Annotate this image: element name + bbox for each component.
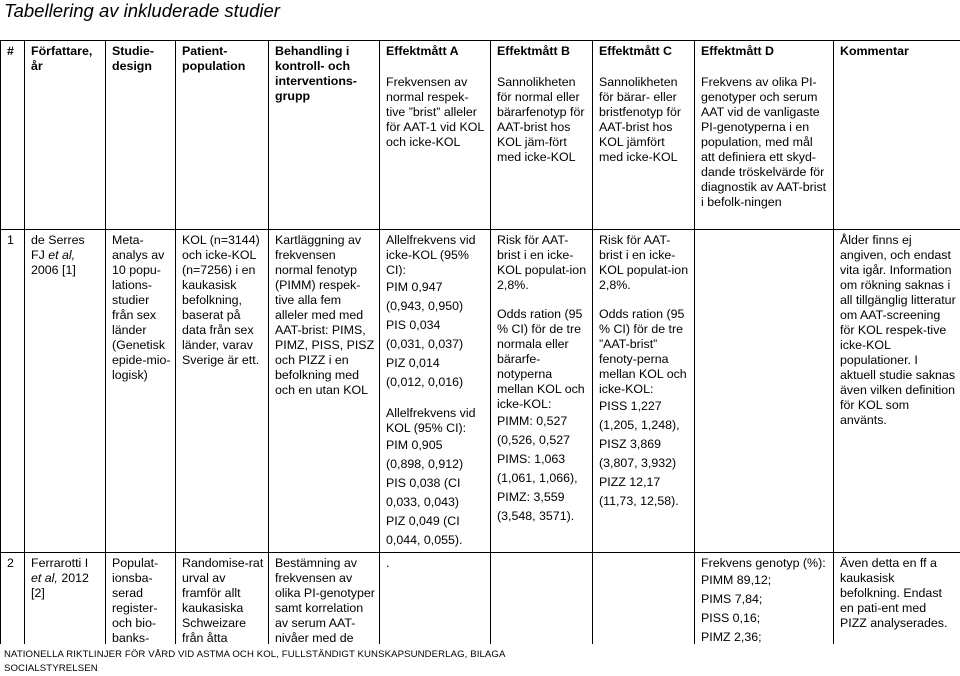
row2-treatment: Bestämning av frekvensen av olika PI-genotyper samt korrelation av serum AAT-nivåer med de	[269, 553, 380, 645]
row1-effect-a-stat: (0,943, 0,950)	[386, 297, 486, 316]
row1-effect-c-stat: PIZZ 12,17	[599, 473, 690, 492]
row1-effect-a-stat: (0,012, 0,016)	[386, 373, 486, 392]
studies-table	[0, 40, 960, 644]
row1-author	[25, 230, 106, 553]
row1-effect-a-stat: PIZ 0,049 (CI	[386, 512, 486, 531]
row1-effect-a-stat: PIM 0,947	[386, 278, 486, 297]
footer-line-1: NATIONELLA RIKTLINJER FÖR VÅRD VID ASTMA OCH KOL, FULLSTÄNDIGT KUNSKAPSUNDERLAG, BILAGA	[4, 648, 505, 662]
header-effect-b	[491, 41, 593, 230]
row2-effect-d-stat: PISS 0,16;	[701, 609, 829, 628]
row1-effect-b-stat: PIMM: 0,527	[497, 412, 588, 431]
row2-effect-d	[695, 553, 834, 645]
table-row	[1, 230, 960, 553]
row1-effect-b-risk: Risk för AAT-brist i en icke-KOL populat-ion 2,8%.	[497, 233, 586, 292]
row1-effect-a-stat: 0,044, 0,055).	[386, 531, 486, 550]
row2-effect-d-stat: PIMM 89,12;	[701, 571, 829, 590]
row2-effect-d-stat: PIMZ 2,36;	[701, 628, 829, 644]
row1-effect-c	[593, 230, 695, 553]
header-author: Författare, år	[25, 41, 106, 230]
header-effect-c-description: Sannolikheten för bärar- eller bristfenotyp för AAT-brist hos KOL jämfört med icke-KOL	[599, 75, 690, 165]
row1-author-name: de Serres FJ	[31, 233, 85, 262]
row1-effect-a-intro2: Allelfrekvens vid KOL (95% CI):	[386, 406, 476, 435]
row1-effect-c-stat: (1,205, 1,248),	[599, 416, 690, 435]
row1-effect-a	[380, 230, 491, 553]
row2-effect-d-stat: PIMS 7,84;	[701, 590, 829, 609]
row1-effect-c-risk: Risk för AAT-brist i en icke-KOL populat-ion 2,8%.	[599, 233, 688, 292]
header-effect-a-description: Frekvensen av normal respek-tive ”brist” alleler för AAT-1 vid KOL och icke-KOL	[386, 75, 486, 150]
row1-effect-c-stat: PISS 1,227	[599, 397, 690, 416]
row1-effect-a-stat: (0,898, 0,912)	[386, 455, 486, 474]
row2-population: Randomise-rat urval av framför allt kaukasiska Schweizare från åtta	[176, 553, 269, 645]
header-row	[1, 41, 960, 230]
header-effect-b-description: Sannolikheten för normal eller bärarfenotyp för AAT-brist hos KOL jäm-fört med icke-KOL	[497, 75, 588, 165]
header-effect-d-label: Effektmått D	[701, 44, 829, 59]
footer-line-2: SOCIALSTYRELSEN	[4, 662, 505, 676]
row2-author-year: 2012 [2]	[31, 571, 89, 600]
row1-effect-b-stat: (1,061, 1,066),	[497, 469, 588, 488]
header-effect-d	[695, 41, 834, 230]
row2-author	[25, 553, 106, 645]
row1-effect-d	[695, 230, 834, 553]
row1-effect-c-odds-intro: Odds ration (95 % CI) för de tre ”AAT-brist” fenoty-perna mellan KOL och icke-KOL:	[599, 307, 687, 396]
row1-population: KOL (n=3144) och icke-KOL (n=7256) i en kaukasisk befolkning, baserat på data från sex länder, varav Sverige är ett.	[176, 230, 269, 553]
row1-effect-c-stat: (11,73, 12,58).	[599, 492, 690, 511]
page-footer	[4, 648, 505, 676]
row1-effect-b-stat: (3,548, 3571).	[497, 507, 588, 526]
row2-effect-a: .	[380, 553, 491, 645]
row1-effect-c-stat: (3,807, 3,932)	[599, 454, 690, 473]
row2-effect-b	[491, 553, 593, 645]
row1-nr: 1	[1, 230, 25, 553]
row1-author-year: 2006 [1]	[31, 263, 76, 277]
row1-effect-c-stat: PISZ 3,869	[599, 435, 690, 454]
row1-effect-b-stat: PIMS: 1,063	[497, 450, 588, 469]
row1-author-etal: et al,	[48, 248, 75, 262]
header-comment: Kommentar	[834, 41, 960, 230]
row1-effect-a-stat: PIS 0,034	[386, 316, 486, 335]
header-effect-c-label: Effektmått C	[599, 44, 690, 59]
row2-nr: 2	[1, 553, 25, 645]
row2-effect-d-intro: Frekvens genotyp (%):	[701, 556, 826, 570]
row1-effect-b-stat: PIMZ: 3,559	[497, 488, 588, 507]
row1-effect-a-stat: 0,033, 0,043)	[386, 493, 486, 512]
header-effect-a-label: Effektmått A	[386, 44, 486, 59]
row1-effect-a-stat: (0,031, 0,037)	[386, 335, 486, 354]
header-population: Patient-population	[176, 41, 269, 230]
page-title: Tabellering av inkluderade studier	[4, 0, 280, 22]
row2-author-etal: et al,	[31, 571, 58, 585]
row1-treatment: Kartläggning av frekvensen normal fenotyp (PIMM) respek-tive alla fem alleler med med AAT-brist: PIMS, PIMZ, PISS, PISZ och PIZZ i en befolkning med och en utan KOL	[269, 230, 380, 553]
row2-comment: Även detta en ff a kaukasisk befolkning. Endast en pati-ent med PIZZ analyserades.	[834, 553, 960, 645]
studies-table-container	[0, 40, 960, 644]
row1-effect-b-odds-intro: Odds ration (95 % CI) för de tre normala eller bärarfe-notyperna mellan KOL och icke-KOL:	[497, 307, 585, 411]
row1-effect-a-stat: PIS 0,038 (CI	[386, 474, 486, 493]
row1-comment: Ålder finns ej angiven, och endast vita igår. Information om rökning saknas i all tillgänglig litteratur om AAT-screening för KOL respek-tive icke-KOL populationer. I aktuell studie saknas även vilken definition för KOL som använts.	[834, 230, 960, 553]
header-nr: #	[1, 41, 25, 230]
row1-design: Meta-analys av 10 popu-lations-studier från sex länder (Genetisk epide-mio-logisk)	[106, 230, 176, 553]
row2-design: Populat-ionsba-serad register-och bio-banks-	[106, 553, 176, 645]
header-design: Studie-design	[106, 41, 176, 230]
row1-effect-a-stat: PIM 0,905	[386, 436, 486, 455]
header-effect-d-description: Frekvens av olika PI-genotyper och serum AAT vid de vanligaste PI-genotyperna i en population, med mål att definiera ett skyd-dande tröskelvärde för diagnostik av AAT-brist i befolk-ningen	[701, 75, 829, 210]
row2-effect-c	[593, 553, 695, 645]
header-effect-b-label: Effektmått B	[497, 44, 588, 59]
row2-author-name: Ferrarotti I	[31, 556, 88, 570]
table-row	[1, 553, 960, 645]
row1-effect-a-stat: PIZ 0,014	[386, 354, 486, 373]
header-treatment: Behandling i kontroll- och interventions-grupp	[269, 41, 380, 230]
row1-effect-b	[491, 230, 593, 553]
header-effect-c	[593, 41, 695, 230]
row1-effect-a-intro1: Allelfrekvens vid icke-KOL (95% CI):	[386, 233, 476, 277]
header-effect-a	[380, 41, 491, 230]
row1-effect-b-stat: (0,526, 0,527	[497, 431, 588, 450]
